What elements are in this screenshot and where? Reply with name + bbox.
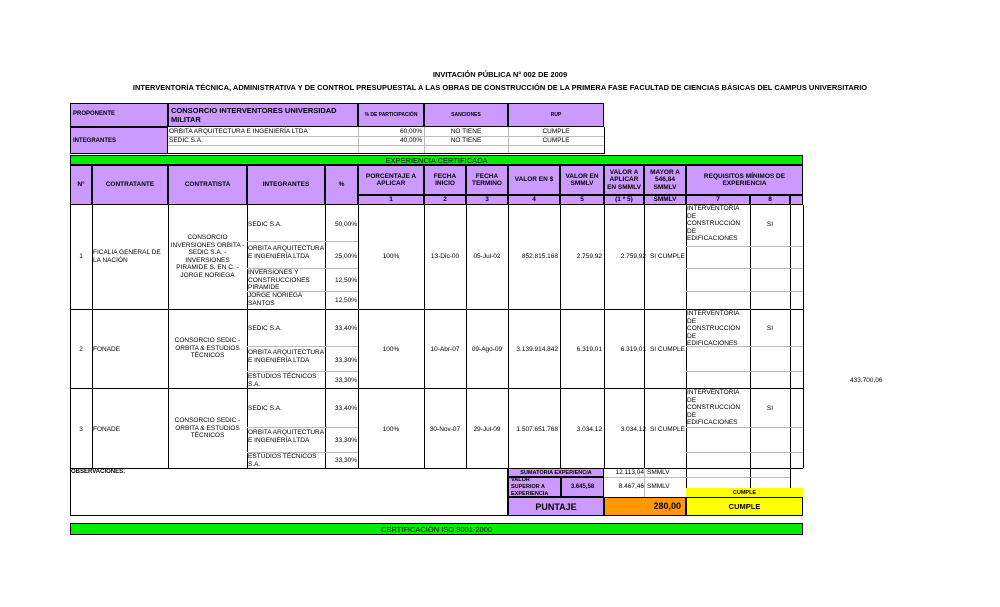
cumple-big: CUMPLE [686,497,803,516]
superior-value: 3.645,58 [561,477,604,497]
row-valor-smmlv: 3.034,12 [576,426,602,433]
observaciones-label: OBSERVACIONES: [71,469,126,475]
row-fecha-inicio: 30-Nov-07 [429,426,461,433]
integrantes-label: INTEGRANTES [70,127,168,154]
integrante-name: SEDIC S.A. [169,137,203,144]
row-req7: INTERVENTORÍA DE CONSTRUCCIÓN DE EDIFICACIONES [687,310,741,347]
row-integrante: JORGE NORIEGA SANTOS [248,292,302,307]
row-integrante: SEDIC S.A. [248,325,282,332]
sub-header: 7 [686,195,750,205]
sub-header: 2 [424,195,466,205]
col-pct: % [325,165,358,205]
row-integrante: INVERSIONES Y CONSTRUCCIONES PIRAMIDE [248,269,310,291]
row-valor: 3.139.914.842 [516,346,558,353]
col-requisitos: REQUISITOS MÍNIMOS DE EXPERIENCIA [686,165,803,195]
col-pct-aplicar: PORCENTAJE A APLICAR [358,165,424,195]
sub-header: 1 [358,195,424,205]
proponente-value: CONSORCIO INTERVENTORES UNIVERSIDAD MILITAR [168,103,358,127]
col-fecha-inicio: FECHA INICIO [424,165,466,195]
row-integrante: SEDIC S.A. [248,221,282,228]
sub-header: 8 [750,195,790,205]
superior-label: VALOR SUPERIOR A EXPERIENCIA [508,477,561,497]
col-integrantes: INTEGRANTES [247,165,325,205]
row-contratante: FICALIA GENERAL DE LA NACIÓN [93,249,161,264]
sub-header: 3 [466,195,508,205]
col-valor: VALOR EN $ [508,165,560,195]
row-mayor: SI CUMPLE [649,253,685,260]
row-number: 1 [79,253,83,260]
row-req8: SI [766,325,774,332]
sumatoria-unit: SMMLV [647,469,670,476]
row-number: 3 [79,426,83,433]
row-number: 2 [79,346,83,353]
rup-header: RUP [508,103,604,127]
integrante-rup: CUMPLE [542,137,570,144]
row-integrante-pct: 33,30% [334,457,357,464]
col-valor-smmlv: VALOR EN SMMLV [560,165,604,195]
superior-unit: SMMLV [647,483,670,490]
integrante-pct: 40,00% [399,137,422,144]
integrante-rup: CUMPLE [542,128,570,135]
row-fecha-termino: 09-Ago-09 [471,346,503,353]
row-valor-aplicar: 2.759,92 [620,253,646,260]
row-contratante: FONADE [93,426,121,433]
integrante-name: ORBITA ARQUITECTURA E INGENIERÍA LTDA [169,128,308,135]
row-integrante-pct: 33,40% [334,405,357,412]
row-valor: 1.507.651.768 [516,426,558,433]
row-contratante: FONADE [93,346,121,353]
document-title: INVITACIÓN PÚBLICA N° 002 DE 2009 [432,70,568,79]
sub-header: 4 [508,195,560,205]
puntaje-label: PUNTAJE [508,497,604,516]
integrante-sanciones: NO TIENE [450,128,482,135]
sanciones-header: SANCIONES [424,103,508,127]
row-mayor: SI CUMPLE [649,426,685,433]
row-contratista: CONSORCIO SEDIC - ORBITA & ESTUDIOS TÉCNICOS [174,417,241,439]
col-fecha-termino: FECHA TERMINO [466,165,508,195]
row-contratista: CONSORCIO INVERSIONES ORBITA - SEDIC S.A. - INVERSIONES PIRAMIDE S. EN C. - JORGE NORIEGA [170,234,245,279]
row-integrante-pct: 33,40% [334,325,357,332]
row-valor-smmlv: 6.319,01 [576,346,602,353]
row-integrante-pct: 12,50% [334,277,357,284]
col-mayor: MAYOR A 546,84 SMMLV [644,165,686,195]
puntaje-value: 280,00 [604,497,686,516]
sub-header: SMMLV [644,195,686,205]
col-n: N° [70,165,92,205]
row-integrante: ORBITA ARQUITECTURA E INGENIERÍA LTDA [248,349,324,364]
row-integrante-pct: 33,30% [334,377,357,384]
row-valor-aplicar: 3.034,12 [620,426,646,433]
row-fecha-termino: 29-Jul-09 [473,426,501,433]
participacion-header: % DE PARTICIPACIÓN [358,103,424,127]
row-pct-aplicar: 100% [382,426,400,433]
side-value: 433.700,06 [850,377,883,384]
col-contratista: CONTRATISTA [168,165,247,205]
row-integrante-pct: 25,00% [334,253,357,260]
row-integrante: ESTUDIOS TÉCNICOS S.A. [248,453,317,468]
sumatoria-value: 12.113,04 [615,469,644,476]
section-iso: CERTIFICACIÓN ISO 9001-2000 [70,523,803,535]
row-integrante-pct: 12,50% [334,297,357,304]
row-req7: INTERVENTORÍA DE CONSTRUCCIÓN DE EDIFICACIONES [687,205,741,242]
row-pct-aplicar: 100% [382,346,400,353]
integrante-sanciones: NO TIENE [450,137,482,144]
sumatoria-label: SUMATORIA EXPERIENCIA [508,468,604,477]
row-req8: SI [766,221,774,228]
row-pct-aplicar: 100% [382,253,400,260]
row-fecha-inicio: 10-Abr-07 [430,346,460,353]
row-fecha-termino: 05-Jul-02 [473,253,501,260]
integrante-pct: 60,00% [399,128,422,135]
row-integrante: SEDIC S.A. [248,405,282,412]
row-contratista: CONSORCIO SEDIC - ORBITA & ESTUDIOS TÉCNICOS [174,337,241,359]
row-integrante: ESTUDIOS TÉCNICOS S.A. [248,373,317,388]
row-fecha-inicio: 13-Dic-00 [430,253,460,260]
row-req7: INTERVENTORÍA DE CONSTRUCCIÓN DE EDIFICACIONES [687,389,741,426]
row-integrante: ORBITA ARQUITECTURA E INGENIERÍA LTDA [248,429,324,444]
col-valor-aplicar: VALOR A APLICAR EN SMMLV [604,165,644,195]
row-req8: SI [766,405,774,412]
proponente-label: PROPONENTE [70,103,168,127]
superior-value-2: 8.467,46 [618,483,644,490]
row-mayor: SI CUMPLE [649,346,685,353]
row-valor-smmlv: 2.759,92 [576,253,602,260]
row-integrante-pct: 33,30% [334,357,357,364]
document-subtitle: INTERVENTORÍA TÉCNICA, ADMINISTRATIVA Y DE CONTROL PRESUPUESTAL A LAS OBRAS DE CONSTRUCCIÓN DE LA PRIMERA FASE FACULTAD DE CIENCIAS BÁSICAS DEL CAMPUS UNIVERSITARIO [132,83,868,92]
row-integrante-pct: 33,30% [334,437,357,444]
row-integrante: ORBITA ARQUITECTURA E INGENIERÍA LTDA [248,245,324,260]
row-valor: 852.815.168 [521,253,558,260]
row-integrante-pct: 50,00% [334,221,357,228]
cumple-small: CUMPLE [686,488,803,497]
sub-header: 5 [560,195,604,205]
col-contratante: CONTRATANTE [92,165,168,205]
sub-header: (1 * 5) [604,195,644,205]
section-experiencia: EXPERIENCIA CERTIFICADA [70,155,803,165]
row-valor-aplicar: 6.319,01 [620,346,646,353]
